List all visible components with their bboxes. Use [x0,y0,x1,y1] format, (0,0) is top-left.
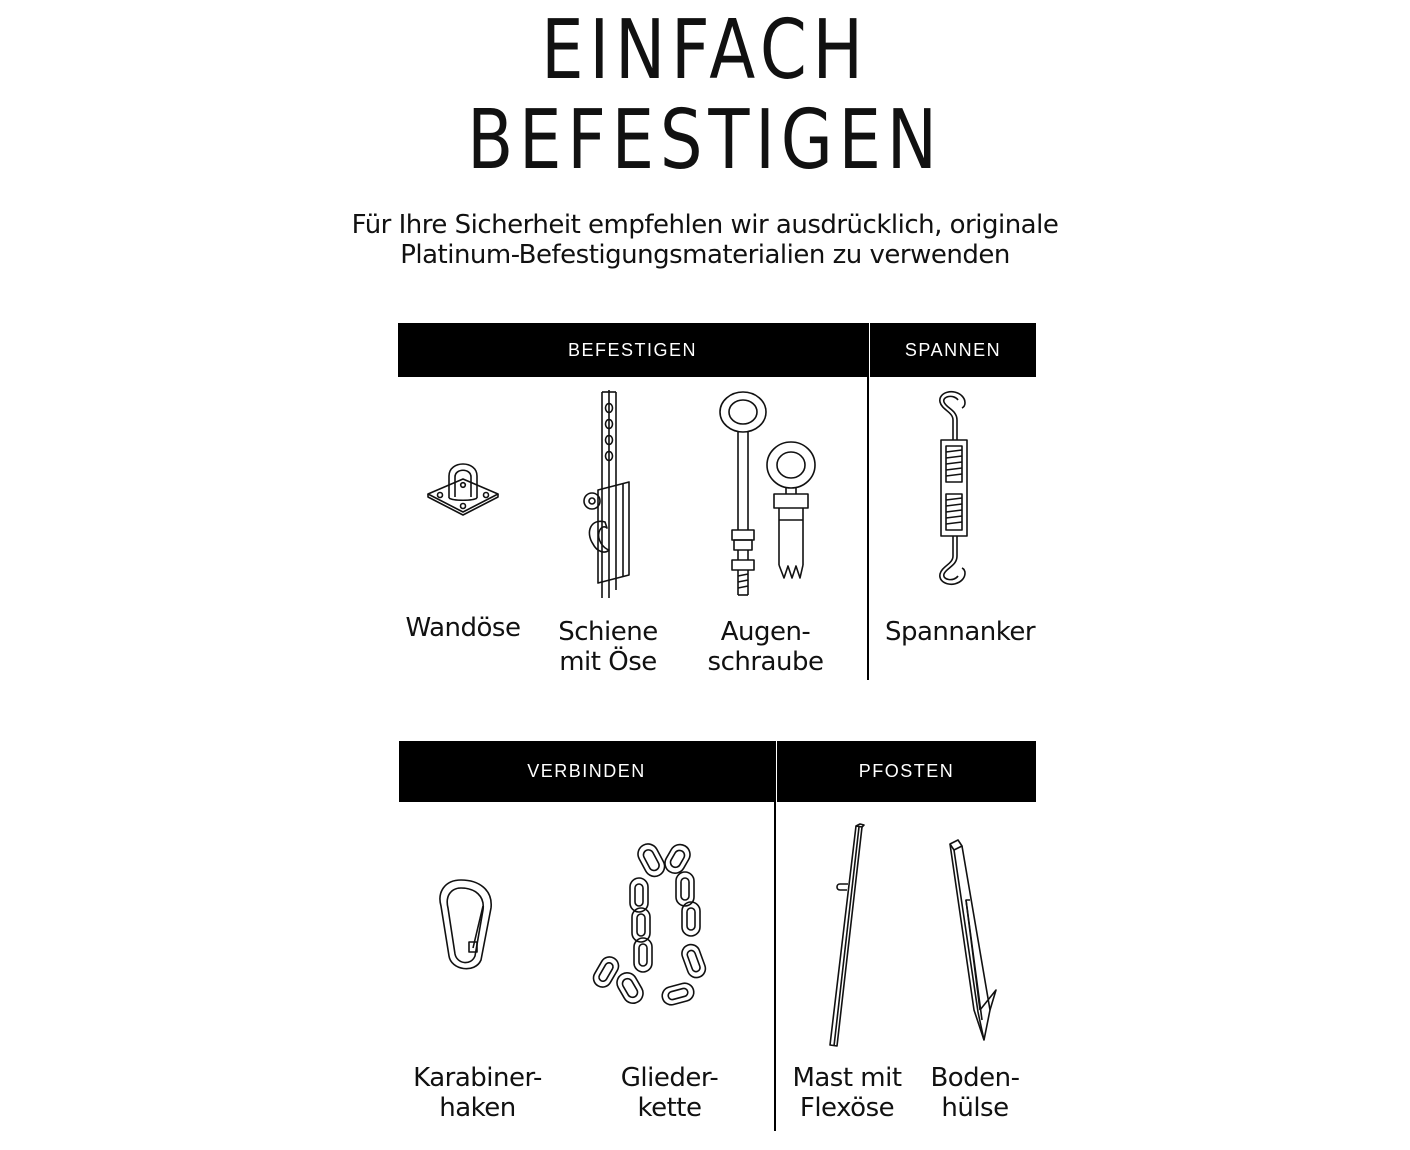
label-gliederkette [597,1063,742,1123]
label-augenschraube-line1: Augen- [720,617,811,647]
turnbuckle-icon [932,390,974,586]
label-mast-line2: Flexöse [799,1093,895,1123]
label-bodenhuelse [914,1063,1036,1123]
label-bodenhuelse-line2: hülse [941,1093,1009,1123]
label-karabiner [400,1063,555,1123]
section-header-verbinden: VERBINDEN [399,741,774,802]
section-divider-lower [774,741,776,1131]
label-mast [782,1063,912,1123]
pole-icon [826,822,868,1050]
label-augenschraube [693,617,838,677]
label-schiene-line1: Schiene [558,617,658,647]
page-title-line2: BEFESTIGEN [467,93,943,188]
label-gliederkette-line1: Glieder- [620,1063,719,1093]
label-spannanker-line1: Spannanker [884,617,1036,647]
label-karabiner-line2: haken [439,1093,516,1123]
label-schiene-line2: mit Öse [559,647,657,677]
label-augenschraube-line2: schraube [707,647,824,677]
label-wandoese-line1: Wandöse [405,613,521,643]
subtitle-line1: Für Ihre Sicherheit empfehlen wir ausdrücklich, originale [351,210,1059,240]
eye-bolt-icon [716,390,821,600]
label-schiene [543,617,673,677]
ground-sleeve-icon [940,840,1002,1046]
label-bodenhuelse-line1: Boden- [930,1063,1020,1093]
rail-with-eyelet-icon [583,390,633,600]
wall-eye-plate-icon [425,460,501,516]
page-title-line1: EINFACH [541,3,869,98]
section-header-spannen: SPANNEN [870,323,1036,377]
chain-icon [592,838,717,1010]
section-header-befestigen: BEFESTIGEN [398,323,867,377]
label-mast-line1: Mast mit [792,1063,902,1093]
section-divider-upper [867,323,869,680]
label-gliederkette-line2: kette [637,1093,702,1123]
label-karabiner-line1: Karabiner- [413,1063,542,1093]
label-wandoese [393,613,533,643]
subtitle-line2: Platinum-Befestigungsmaterialien zu verwenden [400,240,1010,270]
section-header-pfosten: PFOSTEN [777,741,1036,802]
label-spannanker [876,617,1044,647]
carabiner-icon [435,878,493,976]
